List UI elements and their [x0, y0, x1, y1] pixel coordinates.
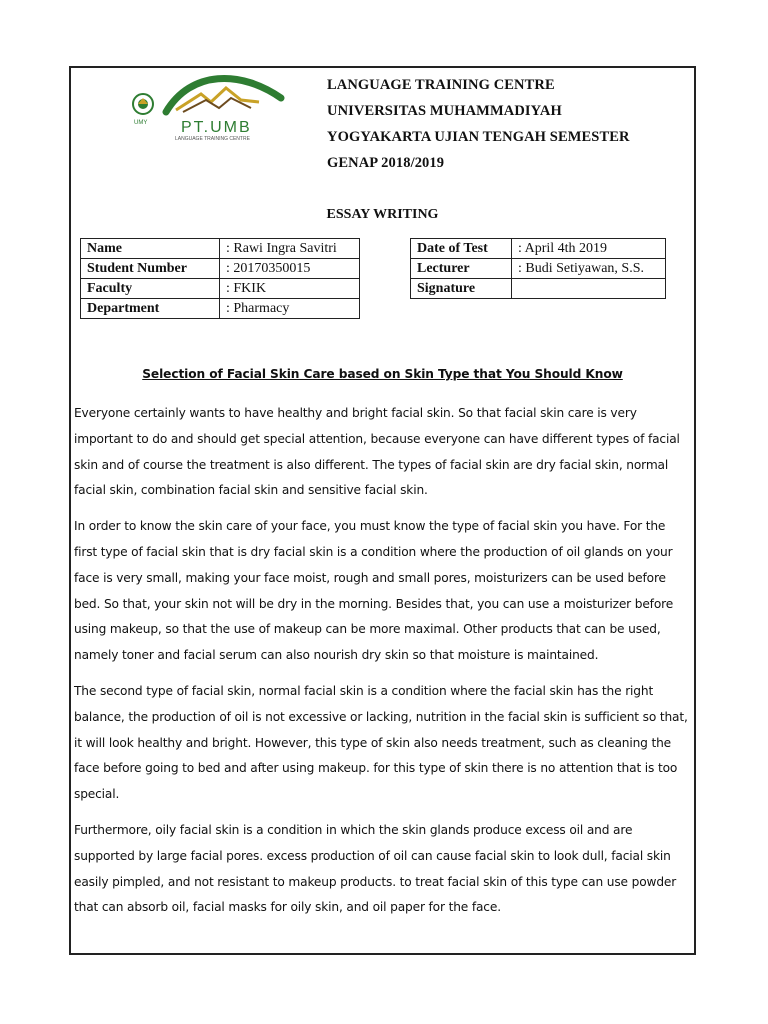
field-label: Name: [81, 239, 220, 259]
header-line: LANGUAGE TRAINING CENTRE: [327, 77, 555, 93]
field-label: Lecturer: [411, 259, 512, 279]
table-row: [81, 299, 360, 319]
paragraph: Furthermore, oily facial skin is a condition in which the skin glands produce excess oil and are supported by large facial pores. excess production of oil can cause facial skin to look dull, facial skin easily pimpled, and not resistant to makeup products. to treat facial skin of this type can use powder that can absorb oil, facial masks for oily skin, and oil paper for the face.: [74, 822, 677, 915]
svg-text:PT.UMB: PT.UMB: [181, 119, 252, 136]
institution-header: [327, 72, 630, 176]
table-row: [81, 279, 360, 299]
field-label: Student Number: [81, 259, 220, 279]
test-info-table: [410, 238, 666, 299]
student-info-table: [80, 238, 360, 319]
svg-text:LANGUAGE TRAINING CENTRE: LANGUAGE TRAINING CENTRE: [175, 136, 250, 142]
pt-umb-logo: [131, 72, 291, 142]
signature-field: [512, 279, 666, 299]
table-row: [81, 259, 360, 279]
section-title: Selection of Facial Skin Care based on Skin Type that You Should Know: [142, 367, 623, 381]
table-row: [411, 259, 666, 279]
field-value: : Pharmacy: [220, 299, 360, 319]
header-line: GENAP 2018/2019: [327, 155, 445, 171]
field-value: : 20170350015: [220, 259, 360, 279]
field-label: Department: [81, 299, 220, 319]
essay-body: [74, 401, 692, 931]
field-value: : Budi Setiyawan, S.S.: [512, 259, 666, 279]
header-line: YOGYAKARTA UJIAN TENGAH SEMESTER: [327, 129, 630, 145]
field-label: Faculty: [81, 279, 220, 299]
header-line: UNIVERSITAS MUHAMMADIYAH: [327, 103, 562, 119]
table-row: [411, 239, 666, 259]
field-value: : April 4th 2019: [512, 239, 666, 259]
exam-page: [69, 66, 696, 955]
field-label: Signature: [411, 279, 512, 299]
field-value: : FKIK: [220, 279, 360, 299]
field-label: Date of Test: [411, 239, 512, 259]
paragraph: In order to know the skin care of your face, you must know the type of facial skin you have. For the first type of facial skin that is dry facial skin is a condition where the production of oil glands on your face is very small, making your face moist, rough and small pores, moisturizers can be used before bed. So that, your skin not will be dry in the morning. Besides that, you can use a moisturizer before using makeup, so that the use of makeup can be more maximal. Other products that can be used, namely toner and facial serum can also nourish dry skin so that moisture is maintained.: [74, 519, 674, 663]
svg-text:UMY: UMY: [134, 120, 148, 126]
table-row: [81, 239, 360, 259]
umy-seal-icon: [133, 94, 153, 126]
field-value: : Rawi Ingra Savitri: [220, 239, 360, 259]
paragraph: The second type of facial skin, normal facial skin is a condition where the facial skin has the right balance, the production of oil is not excessive or lacking, nutrition in the facial skin is sufficient so that, it will look healthy and bright. However, this type of skin also needs treatment, such as cleaning the face before going to bed and after using makeup. for this type of skin there is no attention that is too special.: [74, 683, 688, 802]
essay-title: ESSAY WRITING: [326, 207, 439, 222]
table-row: [411, 279, 666, 299]
paragraph: Everyone certainly wants to have healthy and bright facial skin. So that facial skin care is very important to do and should get special attention, because everyone can have different types of facial skin and of course the treatment is also different. The types of facial skin are dry facial skin, normal facial skin, combination facial skin and sensitive facial skin.: [74, 406, 680, 498]
